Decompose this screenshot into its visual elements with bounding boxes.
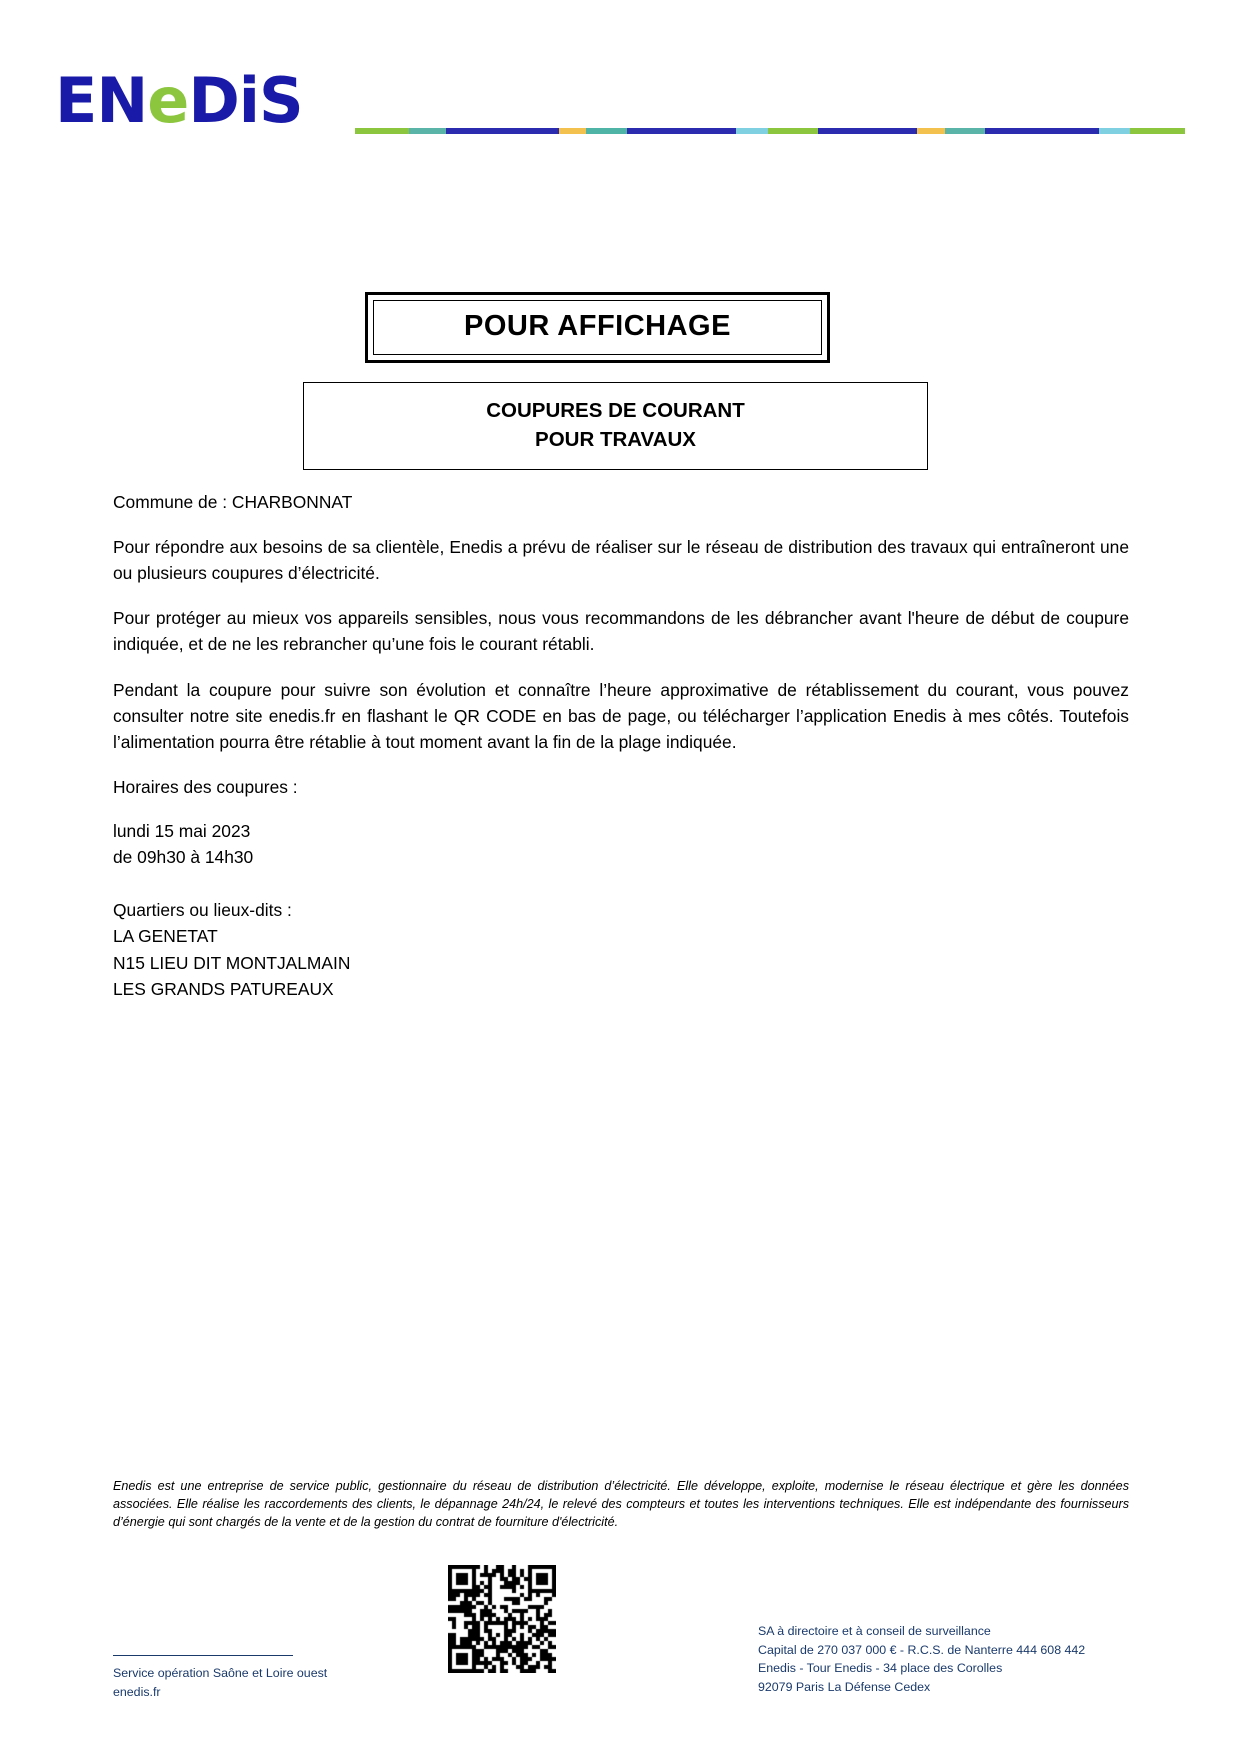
paragraph-1: Pour répondre aux besoins de sa clientèle, Enedis a prévu de réaliser sur le réseau de distribution des travaux qui entraîneront une ou plusieurs coupures d’électricité.	[113, 537, 1129, 584]
header-color-rule	[355, 128, 1185, 134]
commune-line: Commune de : CHARBONNAT	[113, 492, 353, 512]
rule-segment	[559, 128, 586, 134]
spacer	[113, 871, 1129, 897]
legal-notice: Enedis est une entreprise de service public, gestionnaire du réseau de distribution d’électricité. Elle développe, exploite, modernise le réseau électrique et gère les données associées. Elle réalise les raccordements des clients, le dépannage 24h/24, le relevé des compteurs et toutes les interventions techniques. Elle est indépendante des fournisseurs d’énergie qui sont chargés de la vente et de la gestion du contrat de fourniture d'électricité.	[113, 1479, 1129, 1529]
rule-segment	[877, 128, 918, 134]
list-item: LA GENETAT	[113, 926, 218, 947]
rule-segment	[1130, 128, 1184, 134]
rule-segment	[409, 128, 445, 134]
enedis-logo	[55, 64, 303, 137]
rule-segment	[691, 128, 736, 134]
rule-segment	[586, 128, 627, 134]
logo-text-e: e	[147, 64, 189, 137]
rule-segment	[736, 128, 768, 134]
footer-legal-form: SA à directoire et à conseil de surveillance	[758, 1624, 991, 1638]
logo-text-part1: EN	[55, 64, 148, 137]
body-text	[113, 489, 1129, 819]
coupures-title-line2: POUR TRAVAUX	[535, 428, 696, 452]
rule-segment	[917, 128, 944, 134]
footer-divider	[113, 1655, 293, 1656]
footer-right-block	[758, 1622, 1085, 1696]
list-item: LES GRANDS PATUREAUX	[113, 979, 334, 1000]
list-item: N15 LIEU DIT MONTJALMAIN	[113, 952, 351, 973]
paragraph-2: Pour protéger au mieux vos appareils sensibles, nous vous recommandons de les débrancher avant l'heure de début de coupure indiquée, et de ne les rebrancher qu’une fois le courant rétabli.	[113, 608, 1129, 655]
rule-segment	[1049, 128, 1099, 134]
coupures-title-box	[303, 382, 928, 470]
footer-left-block	[113, 1664, 327, 1701]
rule-segment	[446, 128, 509, 134]
footer-service-name: Service opération Saône et Loire ouest	[113, 1666, 328, 1680]
rule-segment	[509, 128, 559, 134]
rule-segment	[627, 128, 690, 134]
horaires-label: Horaires des coupures :	[113, 776, 298, 797]
rule-segment	[1099, 128, 1131, 134]
footer-capital: Capital de 270 037 000 € - R.C.S. de Nanterre 444 608 442	[758, 1642, 1086, 1657]
rule-segment	[945, 128, 986, 134]
logo-text	[55, 64, 303, 137]
rule-segment	[818, 128, 877, 134]
schedule-block	[113, 818, 1129, 1003]
rule-segment	[355, 128, 409, 134]
pour-affichage-inner	[373, 300, 822, 355]
document-header	[55, 64, 1185, 150]
schedule-time: de 09h30 à 14h30	[113, 847, 254, 868]
footer-address-2: 92079 Paris La Défense Cedex	[758, 1679, 931, 1694]
rule-segment	[768, 128, 818, 134]
footer-website: enedis.fr	[113, 1684, 161, 1699]
paragraph-3: Pendant la coupure pour suivre son évolution et connaître l’heure approximative de rétablissement du courant, vous pouvez consulter notre site enedis.fr en flashant le QR CODE en bas de page, ou télécharger l’application Enedis à mes côtés. Toutefois l’alimentation pourra être rétablie à tout moment avant la fin de la plage indiquée.	[113, 679, 1129, 752]
coupures-title-line1: COUPURES DE COURANT	[486, 399, 745, 422]
rule-segment	[985, 128, 1048, 134]
schedule-date: lundi 15 mai 2023	[113, 821, 251, 841]
pour-affichage-title: POUR AFFICHAGE	[464, 310, 731, 342]
footer-address-1: Enedis - Tour Enedis - 34 place des Corolles	[758, 1661, 1003, 1676]
qr-code-icon	[448, 1565, 556, 1673]
pour-affichage-box	[365, 292, 830, 363]
quartiers-label: Quartiers ou lieux-dits :	[113, 899, 292, 920]
logo-text-part2: DiS	[188, 64, 303, 137]
